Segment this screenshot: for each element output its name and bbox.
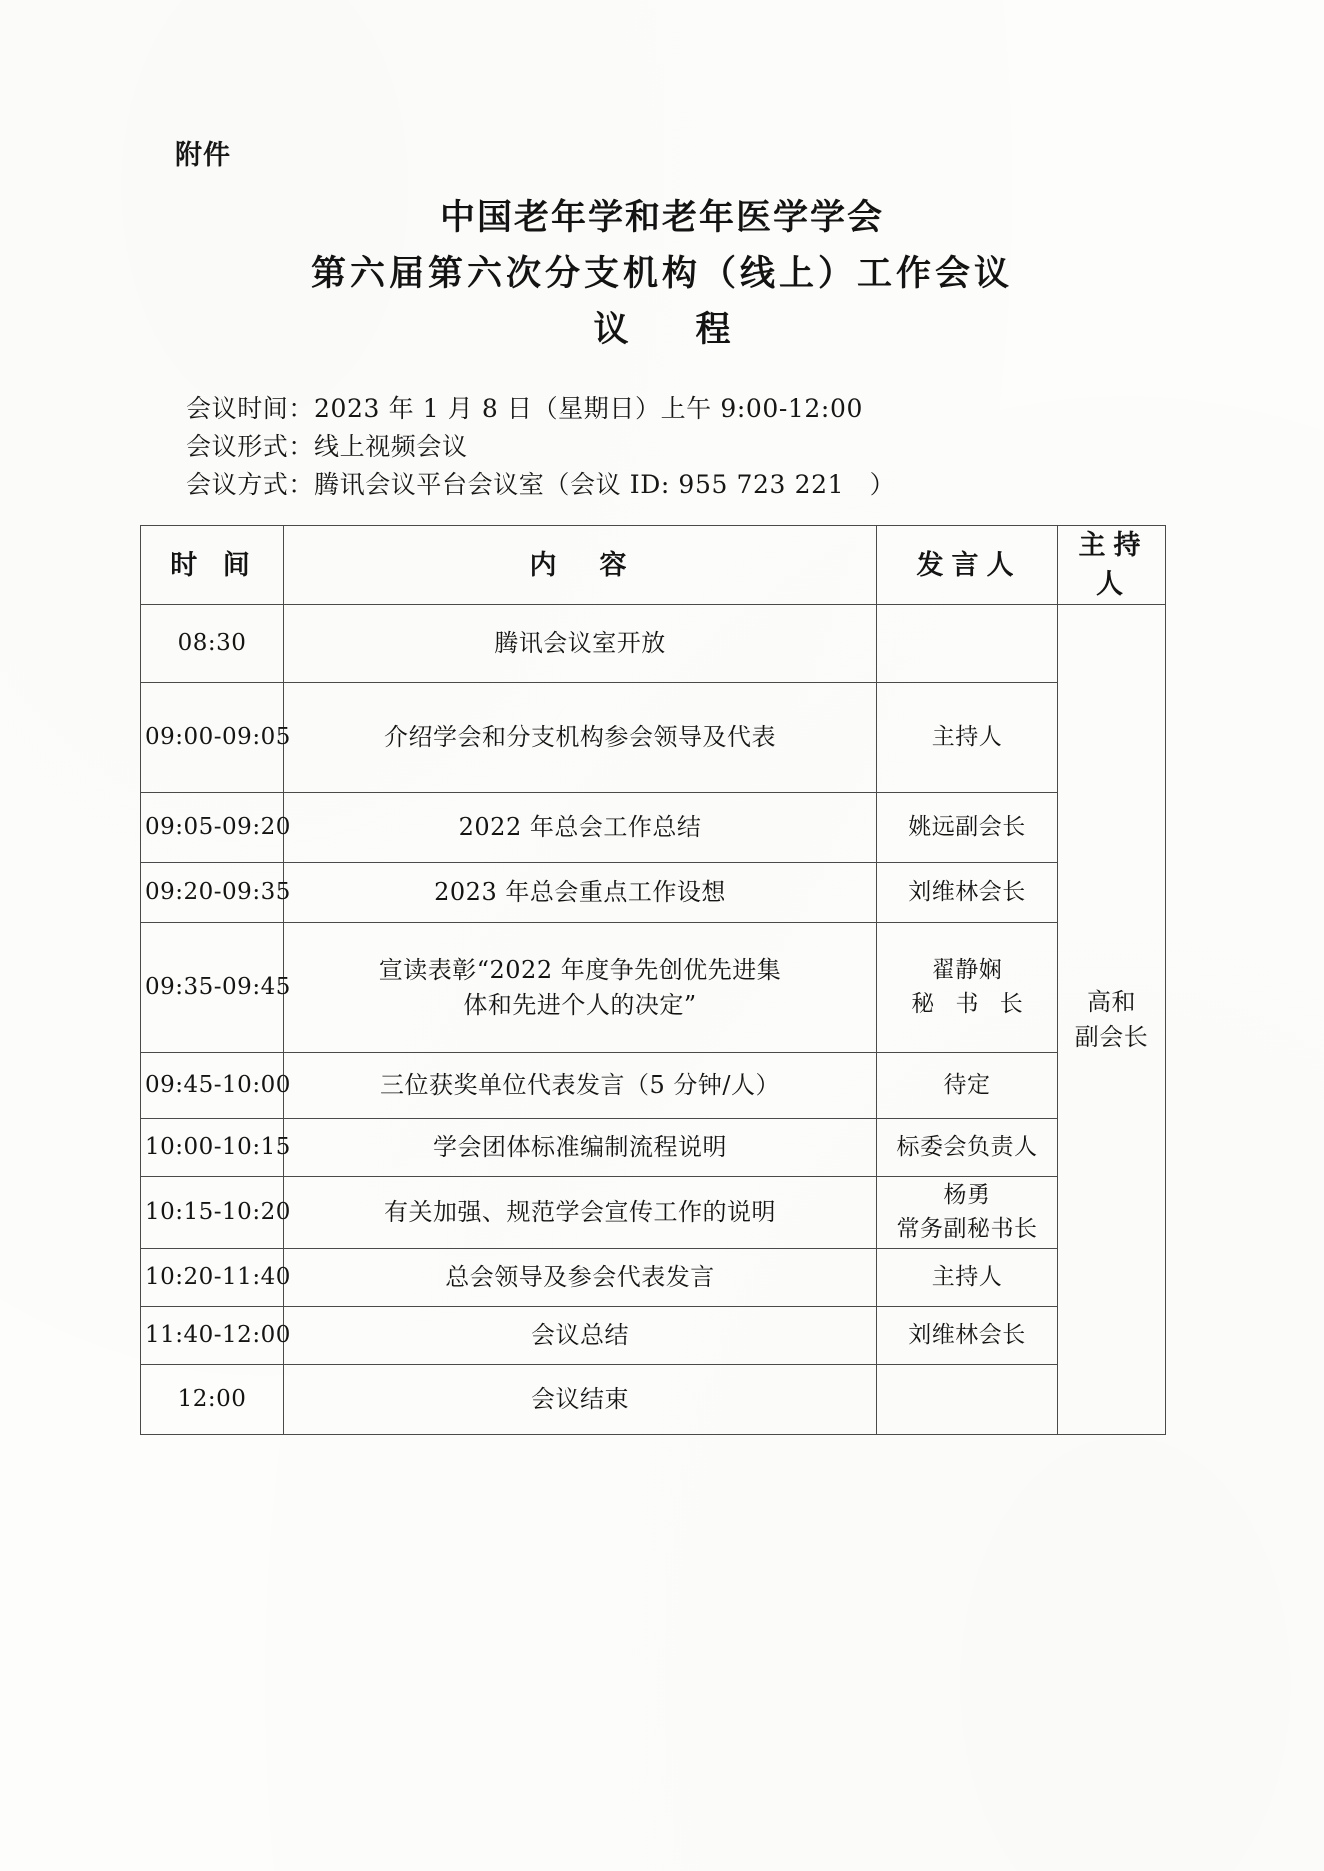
agenda-table [140,525,1166,1435]
table-row [141,1249,1166,1307]
cell-speaker: 待定 [877,1053,1058,1119]
cell-speaker: 刘维林会长 [877,863,1058,923]
cell-speaker: 主持人 [877,1249,1058,1307]
cell-content: 腾讯会议室开放 [284,605,877,683]
cell-speaker: 标委会负责人 [877,1119,1058,1177]
cell-speaker [877,605,1058,683]
host-name: 高和 [1087,987,1136,1016]
cell-speaker [877,1177,1058,1249]
column-header-time: 时 间 [141,526,284,605]
meeting-platform-line: 会议方式：腾讯会议平台会议室（会议 ID: 955 723 221 ） [186,470,896,499]
table-row [141,683,1166,793]
cell-time: 08:30 [141,605,284,683]
cell-content: 三位获奖单位代表发言（5 分钟/人） [284,1053,877,1119]
meeting-format-line: 会议形式：线上视频会议 [186,432,468,461]
table-header-row [141,526,1166,605]
host-title: 副会长 [1074,1022,1149,1051]
agenda-table-wrapper [140,525,1165,1435]
table-row [141,923,1166,1053]
cell-speaker: 主持人 [877,683,1058,793]
cell-speaker-line-1: 杨勇 [943,1182,991,1209]
table-row [141,1053,1166,1119]
cell-time: 09:35-09:45 [141,923,284,1053]
column-header-content: 内 容 [284,526,877,605]
meeting-time-line: 会议时间：2023 年 1 月 8 日（星期日）上午 9:00-12:00 [186,394,863,423]
cell-speaker [877,1365,1058,1435]
cell-time: 10:00-10:15 [141,1119,284,1177]
cell-content: 会议结束 [284,1365,877,1435]
table-row [141,605,1166,683]
cell-content-line-1: 宣读表彰“2022 年度争先创优先进集 [378,955,782,984]
agenda-heading: 议 程 [593,309,747,350]
column-header-host: 主持人 [1058,526,1166,605]
cell-speaker-line-2: 秘 书 长 [911,990,1030,1017]
cell-time: 09:20-09:35 [141,863,284,923]
cell-content: 2022 年总会工作总结 [284,793,877,863]
table-row [141,793,1166,863]
cell-content: 2023 年总会重点工作设想 [284,863,877,923]
cell-time: 10:20-11:40 [141,1249,284,1307]
table-row [141,863,1166,923]
table-row [141,1177,1166,1249]
cell-content: 介绍学会和分支机构参会领导及代表 [284,683,877,793]
cell-host-merged [1058,605,1166,1435]
cell-content-line-2: 体和先进个人的决定” [463,990,697,1019]
cell-time: 09:45-10:00 [141,1053,284,1119]
cell-time: 09:05-09:20 [141,793,284,863]
organization-title: 中国老年学和老年医学学会 [439,197,884,238]
cell-content: 学会团体标准编制流程说明 [284,1119,877,1177]
cell-speaker-line-2: 常务副秘书长 [896,1215,1038,1242]
cell-speaker-line-1: 翟静娴 [931,957,1003,984]
table-row [141,1365,1166,1435]
cell-content: 会议总结 [284,1307,877,1365]
cell-time: 11:40-12:00 [141,1307,284,1365]
cell-speaker: 姚远副会长 [877,793,1058,863]
meeting-meta-block [186,390,895,504]
meeting-title: 第六届第六次分支机构（线上）工作会议 [310,253,1013,294]
cell-speaker [877,923,1058,1053]
table-row [141,1119,1166,1177]
cell-time: 12:00 [141,1365,284,1435]
cell-content: 总会领导及参会代表发言 [284,1249,877,1307]
column-header-speaker: 发言人 [877,526,1058,605]
table-row [141,1307,1166,1365]
cell-content: 有关加强、规范学会宣传工作的说明 [284,1177,877,1249]
document-title-block [0,190,1324,358]
cell-content [284,923,877,1053]
cell-speaker: 刘维林会长 [877,1307,1058,1365]
cell-time: 09:00-09:05 [141,683,284,793]
attachment-label: 附件 [175,140,231,171]
cell-time: 10:15-10:20 [141,1177,284,1249]
